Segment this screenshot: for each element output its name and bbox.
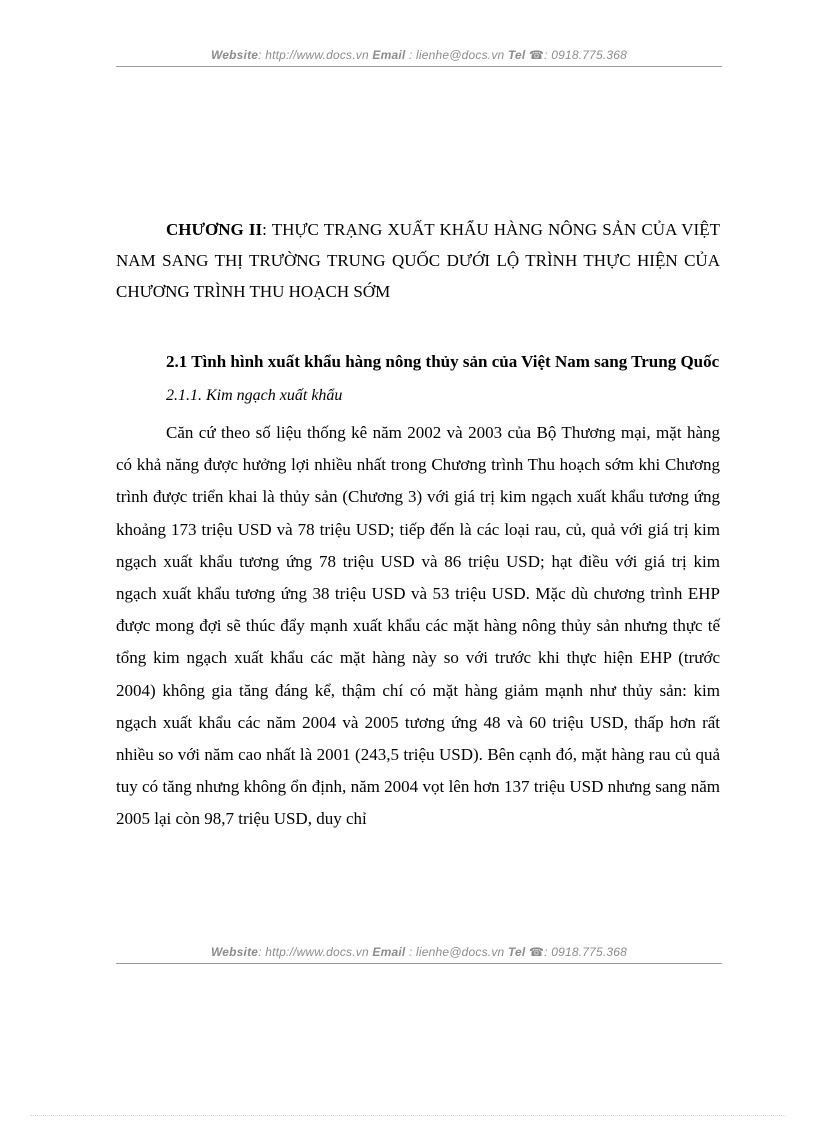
footer-email-value: : lienhe@docs.vn — [408, 945, 505, 959]
footer-divider — [116, 963, 722, 964]
footer-email-label: Email — [372, 945, 406, 959]
footer-tel-value: : 0918.775.368 — [544, 945, 628, 959]
header-email-label: Email — [372, 48, 406, 62]
header-tel-value: : 0918.775.368 — [544, 48, 628, 62]
chapter-title: : THỰC TRẠNG XUẤT KHẨU HÀNG NÔNG SẢN CỦA VIỆT NAM SANG THỊ TRƯỜNG TRUNG QUỐC DƯỚI LỘ TRÌNH THỰC HIỆN CỦA CHƯƠNG TRÌNH THU HOẠCH SỚM — [116, 220, 720, 301]
section-heading: 2.1 Tình hình xuất khẩu hàng nông thủy sản của Việt Nam sang Trung Quốc — [166, 352, 720, 371]
page-content — [116, 214, 720, 836]
footer-website-value: : http://www.docs.vn — [258, 945, 369, 959]
page-bottom-dotted-border — [30, 1115, 786, 1116]
header-website-label: Website — [210, 48, 259, 62]
header-email-value: : lienhe@docs.vn — [408, 48, 505, 62]
page-header — [116, 48, 722, 62]
footer-website-label: Website — [210, 945, 259, 959]
header-tel-label: Tel — [507, 48, 526, 62]
chapter-label: CHƯƠNG II — [166, 220, 263, 239]
header-divider — [116, 66, 722, 67]
chapter-heading — [116, 214, 720, 307]
page-footer — [116, 945, 722, 959]
phone-icon: ☎ — [529, 48, 545, 62]
footer-tel-label: Tel — [507, 945, 526, 959]
body-paragraph: Căn cứ theo số liệu thống kê năm 2002 và 2003 của Bộ Thương mại, mặt hàng có khả năng được hưởng lợi nhiều nhất trong Chương trình Thu hoạch sớm khi Chương trình được triển khai là thủy sản (Chương 3) với giá trị kim ngạch xuất khẩu tương ứng khoảng 173 triệu USD và 78 triệu USD; tiếp đến là các loại rau, củ, quả với giá trị kim ngạch xuất khẩu tương ứng 78 triệu USD và 86 triệu USD; hạt điều với giá trị kim ngạch xuất khẩu tương ứng 38 triệu USD và 53 triệu USD. Mặc dù chương trình EHP được mong đợi sẽ thúc đẩy mạnh xuất khẩu các mặt hàng nông thủy sản nhưng thực tế tổng kim ngạch xuất khẩu các mặt hàng này so với trước khi thực hiện EHP (trước 2004) không gia tăng đáng kể, thậm chí có mặt hàng giảm mạnh như thủy sản: kim ngạch xuất khẩu các năm 2004 và 2005 tương ứng 48 và 60 triệu USD, thấp hơn rất nhiều so với năm cao nhất là 2001 (243,5 triệu USD). Bên cạnh đó, mặt hàng rau củ quả tuy có tăng nhưng không ổn định, năm 2004 vọt lên hơn 137 triệu USD nhưng sang năm 2005 lại còn 98,7 triệu USD, duy chỉ — [116, 423, 720, 829]
header-website-value: : http://www.docs.vn — [258, 48, 369, 62]
phone-icon: ☎ — [529, 945, 545, 959]
subsection-heading: 2.1.1. Kim ngạch xuất khẩu — [166, 387, 343, 404]
